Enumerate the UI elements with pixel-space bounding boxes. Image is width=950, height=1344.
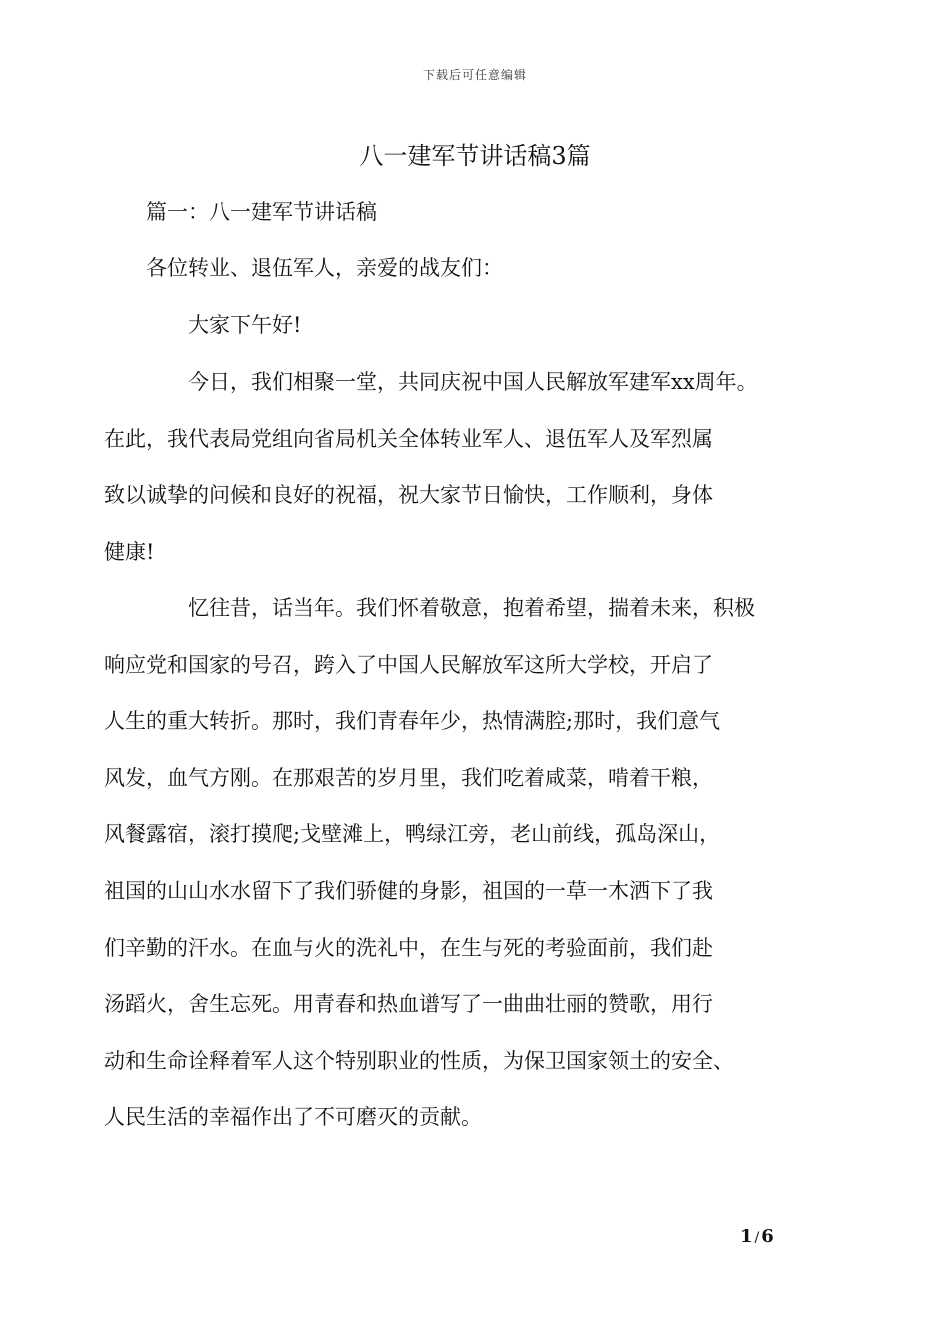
greeting: 大家下午好! (188, 313, 302, 337)
section-heading: 篇一：八一建军节讲话稿 (146, 200, 377, 224)
paragraph-line: 今日，我们相聚一堂，共同庆祝中国人民解放军建军xx周年。 (188, 370, 758, 394)
paragraph-line: 人民生活的幸福作出了不可磨灭的贡献。 (104, 1105, 482, 1130)
paragraph-line: 忆往昔，话当年。我们怀着敬意，抱着希望，揣着未来，积极 (188, 596, 755, 620)
current-page: 1 (740, 1226, 753, 1247)
paragraph-line: 在此，我代表局党组向省局机关全体转业军人、退伍军人及军烈属 (104, 426, 713, 451)
paragraph-line: 们辛勤的汗水。在血与火的洗礼中，在生与死的考验面前，我们赴 (104, 935, 713, 960)
page-separator: / (754, 1230, 760, 1246)
paragraph-line: 风餐露宿，滚打摸爬;戈壁滩上，鸭绿江旁，老山前线，孤岛深山， (104, 822, 721, 847)
paragraph-line: 响应党和国家的号召，跨入了中国人民解放军这所大学校，开启了 (104, 652, 713, 677)
paragraph-line: 祖国的山山水水留下了我们骄健的身影，祖国的一草一木洒下了我 (104, 878, 713, 903)
paragraph-line: 健康! (104, 539, 155, 564)
header-note: 下载后可任意编辑 (422, 68, 527, 82)
paragraph-line: 汤蹈火，舍生忘死。用青春和热血谱写了一曲曲壮丽的赞歌，用行 (104, 992, 713, 1017)
page-number (740, 1226, 774, 1247)
paragraph-line: 风发，血气方刚。在那艰苦的岁月里，我们吃着咸菜，啃着干粮， (104, 765, 713, 790)
paragraph-line: 动和生命诠释着军人这个特别职业的性质，为保卫国家领土的安全、 (104, 1048, 734, 1073)
paragraph-line: 人生的重大转折。那时，我们青春年少，热情满腔;那时，我们意气 (104, 709, 721, 734)
salutation: 各位转业、退伍军人，亲爱的战友们： (146, 256, 503, 280)
paragraph-1 (104, 354, 814, 580)
document-title: 八一建军节讲话稿3篇 (359, 142, 591, 170)
total-pages: 6 (761, 1226, 774, 1247)
paragraph-2 (104, 580, 814, 1146)
paragraph-line: 致以诚挚的问候和良好的祝福，祝大家节日愉快，工作顺利，身体 (104, 483, 713, 508)
